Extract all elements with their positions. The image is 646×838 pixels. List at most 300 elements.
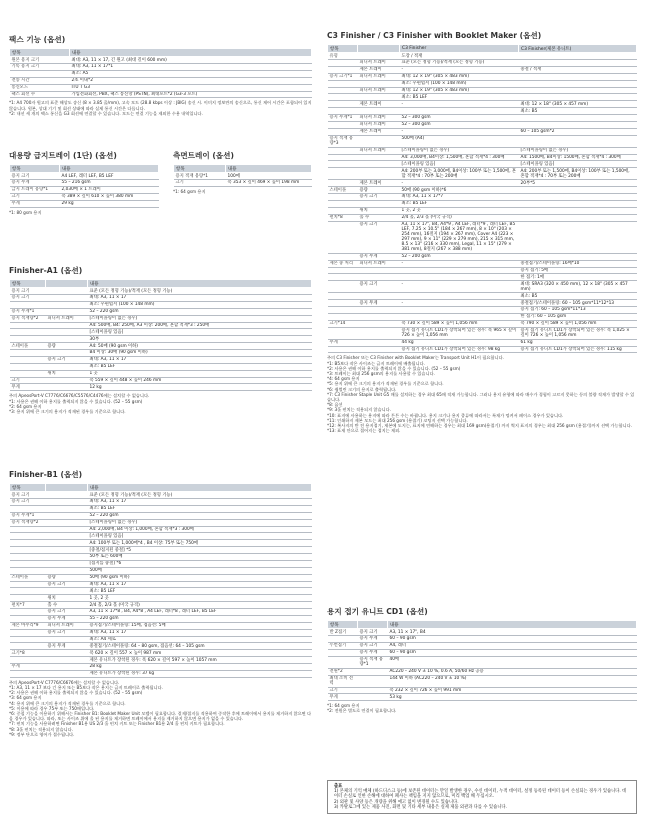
folding-unit-cell: 용지 크기	[358, 642, 388, 649]
c3-cell: 용지 접기: 5매	[519, 267, 637, 274]
c3-finisher-notes	[327, 355, 637, 433]
finisher-a1-cell	[10, 336, 46, 343]
folding-unit-table-body	[328, 629, 637, 701]
c3-note-line: *10: 표지에 사용하는 용지에 따라 튼튼 수는 바뀝니다. 용지 크기나 용지 종류에 따라서는 특재가 엉켜서 페이스 경우가 있습니다.	[327, 412, 564, 418]
c3-row	[328, 194, 637, 201]
c3-cell: -	[400, 101, 519, 108]
fax-cell: 원본 용지 크기	[10, 57, 70, 64]
c3-cell: 유형	[328, 53, 358, 60]
finisher-b1-cell	[10, 643, 46, 650]
finisher-b1-row	[10, 519, 312, 526]
finisher-b1-row	[10, 574, 312, 581]
side-tray-cell: 폭 353 × 깊이 469 × 높이 198 mm	[226, 180, 312, 187]
finisher-b1-cell: 1 곳, 2 곳	[88, 595, 312, 602]
side-tray-row	[174, 173, 312, 180]
fax-notes	[9, 100, 312, 116]
c3-cell	[519, 53, 637, 60]
lct-cell: 무게	[10, 200, 60, 207]
finisher-a1-row	[10, 384, 312, 391]
folding-unit-header-value: 내용	[388, 621, 637, 629]
c3-row	[328, 207, 637, 214]
c3-cell: 최소: 우편엽서 (100 × 148 mm)	[400, 80, 519, 87]
footer-notice-box	[327, 780, 637, 814]
finisher-b1-cell	[46, 526, 88, 533]
finisher-b1-cell: 최소: B5 LEF	[88, 505, 312, 512]
finisher-b1-cell: A4: 2,000매, B4 이상: 1,000매, 혼합 적재*3 : 300매	[88, 526, 312, 533]
c3-row	[328, 293, 637, 300]
c3-row	[328, 147, 637, 154]
c3-cell	[519, 87, 637, 94]
c3-cell	[519, 253, 637, 260]
c3-cell: -	[400, 260, 519, 267]
c3-cell	[358, 313, 400, 320]
finisher-b1-row	[10, 588, 312, 595]
finisher-a1-cell: 최소: B5 LEF	[88, 363, 312, 370]
c3-cell	[519, 115, 637, 122]
finisher-b1-cell	[46, 492, 88, 499]
c3-row	[328, 327, 637, 339]
finisher-a1-cell: 52 – 220 gsm	[88, 308, 312, 315]
side-tray-row	[174, 180, 312, 187]
finisher-a1-cell: 크기	[10, 377, 46, 384]
c3-row	[328, 154, 637, 161]
lct-notes	[9, 210, 159, 215]
side-tray-cell: 용지 적재 용량*1	[174, 173, 226, 180]
c3-cell	[358, 346, 400, 353]
c3-note-line: *13: 표제 안으로 접어지는 접지는 제외.	[327, 428, 401, 434]
c3-cell: 2/4 홀, 2/3 홀 (미국 규격)	[400, 214, 519, 221]
finisher-b1-note-line: *9: 정부 단으로 영어가 접수됩니다.	[9, 731, 75, 737]
finisher-a1-header-sub	[46, 280, 88, 288]
finisher-b1-cell: 50매 (90 gsm 이하)	[88, 574, 312, 581]
c3-note-line: *5: 용지 위에 큰 크기의 용지가 적재된 경우를 기준으로 합니다.	[327, 381, 444, 387]
c3-cell	[328, 200, 358, 207]
finisher-a1-cell: 용량	[46, 343, 88, 350]
c3-cell: 용지 적재 용량*3	[328, 135, 358, 147]
finisher-b1-cell: 최소: B5 LEF	[88, 588, 312, 595]
finisher-b1-note-line: *3: 64 gsm 용지	[9, 695, 42, 701]
folding-unit-cell: 용지 무게	[358, 649, 388, 656]
folding-unit-row	[328, 675, 637, 687]
finisher-b1-note-line: 주의 ApeosPort-V C7776/C6676에는 설치할 수 없습니다.	[9, 679, 120, 685]
c3-row	[328, 121, 637, 128]
c3-note-line: *1: B5보다 작은 사이즈는 급지 트레이에 배출됩니다.	[327, 360, 425, 366]
c3-cell	[519, 73, 637, 80]
finisher-a1-cell: 표준 (모든 정형 기능)/적재 (모든 정형 기능)	[88, 288, 312, 295]
c3-cell	[400, 293, 519, 300]
c3-cell	[519, 135, 637, 147]
finisher-b1-cell	[10, 595, 46, 602]
finisher-b1-cell: [중철/접지된 중철] *5	[88, 547, 312, 554]
c3-cell	[519, 194, 637, 201]
lct-table	[9, 164, 159, 208]
lct-cell: 용지 크기	[10, 173, 60, 180]
c3-cell: 중철접기/스테이플링: 60 – 105 gsm*11*12*13	[519, 300, 637, 307]
finisher-b1-notes	[9, 680, 312, 737]
c3-cell: [스테이플링 있음]	[519, 161, 637, 168]
folding-unit-header-blank	[358, 621, 388, 629]
finisher-b1-cell: 제본 유니트가 장착된 경우: 37 kg	[88, 670, 312, 677]
finisher-a1-row	[10, 370, 312, 377]
finisher-b1-cell	[46, 554, 88, 561]
c3-cell	[328, 267, 358, 274]
c3-cell: 최대: 12 × 19" (305 × 483 mm)	[400, 87, 519, 94]
finisher-b1-cell	[10, 609, 46, 616]
finisher-b1-row	[10, 609, 312, 616]
finisher-b1-cell: 최대: A3, 11 × 17	[88, 499, 312, 506]
finisher-a1-cell: 용지 크기	[10, 295, 46, 302]
folding-unit-row	[328, 687, 637, 694]
finisher-b1-table	[9, 483, 312, 678]
c3-row	[328, 307, 637, 314]
finisher-b1-row	[10, 595, 312, 602]
c3-row	[328, 187, 637, 194]
finisher-a1-row	[10, 343, 312, 350]
finisher-b1-row	[10, 581, 312, 588]
fax-row	[10, 84, 312, 91]
c3-cell: A4: 200부 또는 1,500매, B4이상: 100부 또는 1,500매, 혼합 적재*4 : 70부 또는 200매	[519, 168, 637, 180]
finisher-a1-cell	[46, 384, 88, 391]
c3-cell	[400, 313, 519, 320]
c3-cell: A4: 3,000매, B4이상: 1,500매, 혼합 적재*4 : 300매	[400, 154, 519, 161]
finisher-b1-note-line: *5: 이용에 따라 경우 75부 또는 750매입니다.	[9, 705, 95, 711]
fax-title: 팩스 기능 (옵션)	[9, 35, 66, 44]
c3-cell: 제본 트레이	[358, 101, 400, 108]
finisher-a1-cell: 무게	[10, 384, 46, 391]
folding-unit-note-line: *1: 64 gsm 용지	[327, 703, 360, 709]
finisher-b1-row	[10, 643, 312, 650]
c3-cell	[358, 200, 400, 207]
side-tray-table-body	[174, 173, 312, 187]
finisher-b1-cell	[46, 519, 88, 526]
finisher-b1-title: Finisher-B1 (옵션)	[9, 470, 83, 479]
finisher-b1-cell: 제본 유니트가 장착된 경우: 폭 620 × 깊이 597 × 높이 1057 mm	[88, 657, 312, 664]
finisher-a1-cell: A4: 500매, B4: 250매, A3 이상: 200매, 혼합 적재*3 : 250매	[88, 322, 312, 329]
c3-cell: 피니셔 트레이	[358, 73, 400, 80]
c3-cell: 1 곳, 2 곳	[400, 207, 519, 214]
c3-cell	[519, 221, 637, 253]
footer-notice-line: 3) 카탈로그에 있는 제품 사진, 화면 및 기타 세부 내용은 실제 제품 외관과 다를 수 있습니다.	[334, 804, 507, 810]
folding-unit-cell	[358, 675, 388, 687]
c3-cell: 52 – 300 gsm	[400, 121, 519, 128]
finisher-a1-cell	[46, 350, 88, 357]
finisher-b1-cell	[46, 533, 88, 540]
lct-cell: A4 LEF, 레터 LEF, B5 LEF	[60, 173, 159, 180]
finisher-a1-cell: 폭 559 × 깊이 448 × 높이 246 mm	[88, 377, 312, 384]
c3-cell	[358, 108, 400, 115]
c3-cell: -	[400, 281, 519, 293]
finisher-b1-cell: 2/4 홀, 2/3 홀 (미국 규격)	[88, 602, 312, 609]
finisher-b1-row	[10, 533, 312, 540]
finisher-b1-cell: 홀 수	[46, 602, 88, 609]
lct-cell: 용지 무게	[10, 180, 60, 187]
c3-cell: 폭 790 × 깊이 589 × 높이 1,056 mm	[519, 320, 637, 327]
c3-cell	[358, 274, 400, 281]
c3-row	[328, 135, 637, 147]
finisher-a1-row	[10, 288, 312, 295]
finisher-a1-cell: 1 곳	[88, 370, 312, 377]
folding-unit-row	[328, 629, 637, 636]
finisher-b1-cell	[10, 567, 46, 574]
c3-cell	[328, 293, 358, 300]
finisher-a1-row	[10, 329, 312, 336]
c3-cell: 20부*5	[519, 180, 637, 187]
finisher-a1-cell: 피니셔 트레이	[46, 315, 88, 322]
c3-row	[328, 281, 637, 293]
fax-table-body	[10, 57, 312, 98]
finisher-a1-cell: 용지 무게*1	[10, 308, 46, 315]
c3-cell	[328, 346, 358, 353]
side-tray-cell: 100매	[226, 173, 312, 180]
folding-unit-cell	[358, 694, 388, 701]
finisher-b1-row	[10, 526, 312, 533]
c3-cell: 한 접기: 1매	[519, 274, 637, 281]
lct-row	[10, 186, 159, 193]
finisher-b1-cell: 용지 무게	[46, 643, 88, 650]
fax-cell	[10, 70, 70, 77]
c3-cell	[358, 135, 400, 147]
finisher-a1-note-line: 주의 ApeosPort-V C7776/C6676/C5576/C4476에는 설치할 수 없습니다.	[9, 393, 150, 399]
fax-note-line: *1: A4 700자 원고의 표준 해상도 송신 (8 × 3.85 줄/mm), 고속 모드 (28.8 kbps 이상 : JBIG) 송신 시. 이미지 정보만의 송신으로, 통신 제어 시간은 포함되어 있지 않습니다. 원본, 상대 기기 및 회선 상태에 따라 실제 통신 시간은 다릅니다.	[9, 100, 312, 111]
finisher-a1-header-value: 내용	[88, 280, 312, 288]
finisher-a1-cell	[46, 295, 88, 302]
fax-table	[9, 48, 312, 98]
finisher-b1-cell: [스테이플링 있음]	[88, 533, 312, 540]
finisher-b1-cell	[10, 540, 46, 547]
folding-unit-row	[328, 642, 637, 649]
lct-cell: 29 kg	[60, 200, 159, 207]
c3-finisher-table	[327, 44, 637, 353]
c3-cell: 제본 트레이	[358, 180, 400, 187]
finisher-b1-cell	[46, 505, 88, 512]
finisher-b1-cell: 무게	[10, 664, 46, 671]
folding-unit-cell	[358, 687, 388, 694]
c3-header-c3: C3 Finisher	[400, 45, 519, 53]
finisher-a1-cell: 최소: 우편엽서 (100 × 148 mm)	[88, 301, 312, 308]
finisher-b1-cell	[46, 670, 88, 677]
c3-row	[328, 101, 637, 108]
finisher-a1-cell: 30부	[88, 336, 312, 343]
fax-row	[10, 64, 312, 71]
c3-row	[328, 80, 637, 87]
c3-cell	[328, 307, 358, 314]
finisher-b1-cell: 50부 또는 600매	[88, 554, 312, 561]
finisher-b1-note-line: *7: 펀치 기능을 사용하려면 Finisher B1용 US 2/3 홀 펀치 키트 또는 Finisher B1용 2/4 홀 펀치 키트가 필요합니다.	[9, 721, 225, 727]
finisher-b1-cell: 용지 크기	[46, 609, 88, 616]
c3-header-sub	[358, 45, 400, 53]
folding-unit-cell: 반 Z접기	[328, 629, 358, 636]
finisher-b1-row	[10, 664, 312, 671]
c3-cell: 최소: B5	[519, 108, 637, 115]
finisher-b1-row	[10, 499, 312, 506]
c3-cell	[358, 327, 400, 339]
c3-cell: 최소: B5 LEF	[400, 200, 519, 207]
c3-cell	[358, 307, 400, 314]
finisher-b1-cell: 용지 무게*1	[10, 512, 46, 519]
c3-cell: A4: 200부 또는 3,000매, B4이상: 100부 또는 1,500매, 혼합 적재*4 : 70부 또는 200매	[400, 168, 519, 180]
folding-unit-cell	[328, 656, 358, 668]
fax-cell: 최소: A5	[70, 70, 312, 77]
c3-cell: [스테이플링 있음]	[400, 161, 519, 168]
fax-note-line: *2: 내선 세 개의 팩스 통신을 G3 회선에 연결할 수 있습니다. 모드는 연결 기능을 제외한 수용 내역입니다.	[9, 110, 203, 116]
folding-unit-cell: 144 W 이하 (AC220 – 240 V ± 10 %)	[388, 675, 637, 687]
fax-cell: 가입전화회선, PBX, 팩스 통신망 (PSTN), 최대포트*2 (G3-3 포트)	[70, 91, 312, 98]
c3-cell	[519, 80, 637, 87]
folding-unit-cell	[328, 636, 358, 643]
finisher-b1-cell	[10, 560, 46, 567]
finisher-b1-cell	[46, 664, 88, 671]
finisher-b1-row	[10, 567, 312, 574]
finisher-b1-cell: 용지 무게	[46, 615, 88, 622]
c3-cell: A4: 1500매, B4이상: 1500매, 혼합 적재*4 : 300매	[519, 154, 637, 161]
finisher-a1-cell	[46, 308, 88, 315]
finisher-b1-cell: 28 kg	[88, 664, 312, 671]
c3-cell	[328, 80, 358, 87]
c3-cell	[328, 274, 358, 281]
finisher-b1-cell: 펀치*7	[10, 602, 46, 609]
fax-section	[9, 34, 312, 116]
c3-cell: 용지 접기 유니트 CD1가 장착되어 있는 경우: 98 kg	[400, 346, 519, 353]
finisher-b1-row	[10, 554, 312, 561]
finisher-a1-cell	[10, 322, 46, 329]
c3-note-line: *7: C3 Finisher Staple Unit G5 매를 설치하는 경우 최대 65매 적재 가능합니다. 그러나 용지 유형에 따라 매수가 경험이 고르지 못하는 등의 불량 적재가 발생할 수 있습니다.	[327, 391, 635, 403]
fax-cell: 팩스 회선 수	[10, 91, 70, 98]
side-tray-notes	[173, 189, 312, 194]
c3-cell	[519, 94, 637, 101]
c3-cell: 펀치*8	[328, 214, 358, 221]
c3-row	[328, 66, 637, 73]
c3-cell: 용지 크기	[358, 281, 400, 293]
c3-cell: 52 – 300 gsm	[400, 115, 519, 122]
c3-row	[328, 108, 637, 115]
fax-cell: 최대: A3, 11 × 17, 긴 원고 (최대 길이 600 mm)	[70, 57, 312, 64]
c3-cell: 최대: 12 × 19" (305 × 483 mm)	[400, 73, 519, 80]
finisher-a1-section	[9, 265, 312, 414]
c3-row	[328, 313, 637, 320]
c3-cell	[358, 339, 400, 346]
c3-cell	[358, 53, 400, 60]
folding-unit-cell: 용지 무게	[358, 636, 388, 643]
c3-cell	[328, 253, 358, 260]
c3-row	[328, 60, 637, 67]
c3-cell: 도장 / 적재	[400, 53, 519, 60]
finisher-b1-cell: 용지 크기	[46, 629, 88, 636]
c3-cell: 최대: 12 × 18" (305 × 457 mm)	[519, 101, 637, 108]
c3-cell	[358, 154, 400, 161]
c3-note-line: 주의 C3 Finisher 또는 C3 Finisher with Booklet Maker는 Transport Unit H1이 필요합니다.	[327, 355, 504, 361]
finisher-b1-cell	[10, 505, 46, 512]
c3-cell: [스테이플링이 없는 경우]	[400, 147, 519, 154]
finisher-a1-row	[10, 301, 312, 308]
folding-unit-note-line: *2: 전원은 별도로 연결이 필요합니다.	[327, 708, 397, 714]
folding-unit-row	[328, 649, 637, 656]
finisher-a1-cell	[10, 329, 46, 336]
lct-cell: 급지 트레이 용량*1	[10, 186, 60, 193]
finisher-a1-cell	[46, 322, 88, 329]
finisher-b1-cell: 중철접기/스테이플링: 64 – 80 gsm, 접음선: 64 – 105 gsm	[88, 643, 312, 650]
finisher-b1-cell: [스테이플링이 없는 경우]	[88, 519, 312, 526]
c3-row	[328, 274, 637, 281]
finisher-b1-row	[10, 547, 312, 554]
finisher-b1-cell: 표준 (모든 정형 기능)/적재 (모든 정형 기능)	[88, 492, 312, 499]
c3-cell	[358, 161, 400, 168]
folding-unit-header-item: 항목	[328, 621, 358, 629]
c3-note-line: *9: 3홀 펀치는 적용되지 않습니다.	[327, 407, 392, 413]
finisher-a1-cell: 최대: A3, 11 × 17	[88, 295, 312, 302]
folding-unit-cell: A3, 11 × 17", B4	[388, 629, 637, 636]
c3-cell: 제본 트레이	[358, 66, 400, 73]
finisher-b1-row	[10, 670, 312, 677]
side-tray-title: 측면트레이 (옵션)	[173, 151, 234, 160]
c3-cell: -	[400, 66, 519, 73]
finisher-a1-row	[10, 336, 312, 343]
c3-cell: 스테이플	[328, 187, 358, 194]
lct-cell: 폭 389 × 깊이 610 × 높이 380 mm	[60, 193, 159, 200]
finisher-b1-cell	[10, 636, 46, 643]
c3-cell: 용량	[358, 187, 400, 194]
finisher-b1-cell: 500매	[88, 567, 312, 574]
fax-cell: 2초 이내*2	[70, 77, 312, 84]
folding-unit-cell: 최대 소비 전력	[328, 675, 358, 687]
folding-unit-row	[328, 694, 637, 701]
c3-row	[328, 320, 637, 327]
finisher-a1-cell: 위치	[46, 370, 88, 377]
finisher-b1-row	[10, 540, 312, 547]
c3-cell: 60 – 105 gsm*2	[519, 128, 637, 135]
folding-unit-notes	[327, 703, 637, 713]
c3-row	[328, 180, 637, 187]
c3-cell	[328, 207, 358, 214]
c3-cell: -	[400, 180, 519, 187]
c3-cell	[358, 267, 400, 274]
c3-cell: 최대: A3, 11 × 17*7	[400, 194, 519, 201]
finisher-a1-row	[10, 295, 312, 302]
finisher-a1-cell	[46, 329, 88, 336]
finisher-a1-header-item: 항목	[10, 280, 46, 288]
finisher-a1-note-line: *2: 64 gsm 용지	[9, 403, 42, 409]
c3-cell: 제본 중 처리	[328, 260, 358, 267]
finisher-b1-cell	[46, 540, 88, 547]
side-tray-header-value: 내용	[226, 165, 312, 173]
c3-cell: 최소: B5 LEF	[400, 94, 519, 101]
c3-cell	[519, 60, 637, 67]
finisher-b1-row	[10, 650, 312, 657]
finisher-b1-cell	[10, 657, 46, 664]
lct-row	[10, 200, 159, 207]
folding-unit-cell	[358, 668, 388, 675]
lct-table-body	[10, 173, 159, 207]
folding-unit-cell: 60 – 90 gsm	[388, 636, 637, 643]
finisher-a1-notes	[9, 393, 312, 414]
folding-unit-table	[327, 620, 637, 701]
c3-note-line: *2: 사용은 권해 이하 용지를 출력되지 않을 수 있습니다. (52 – 55 gsm)	[327, 365, 461, 371]
finisher-a1-row	[10, 350, 312, 357]
finisher-a1-cell: 12 kg	[88, 384, 312, 391]
finisher-b1-cell: 용량	[46, 574, 88, 581]
finisher-a1-cell: 최대: A3, 11 × 17	[88, 356, 312, 363]
lct-header-value: 내용	[60, 165, 159, 173]
c3-cell	[328, 60, 358, 67]
c3-cell: 용지 무게	[358, 300, 400, 307]
finisher-b1-cell	[46, 560, 88, 567]
finisher-b1-cell	[46, 650, 88, 657]
c3-cell: 표준 (모든 정형 기능)/적재 (모든 정형 기능)	[400, 60, 519, 67]
c3-cell	[400, 108, 519, 115]
c3-cell: 피니셔 트레이	[358, 87, 400, 94]
finisher-b1-cell: 피니셔 트레이	[46, 622, 88, 629]
c3-cell: 위치	[358, 207, 400, 214]
finisher-b1-cell: A4: 100부 또는 1,000매*4 , B4 이상: 75부 또는 750매	[88, 540, 312, 547]
